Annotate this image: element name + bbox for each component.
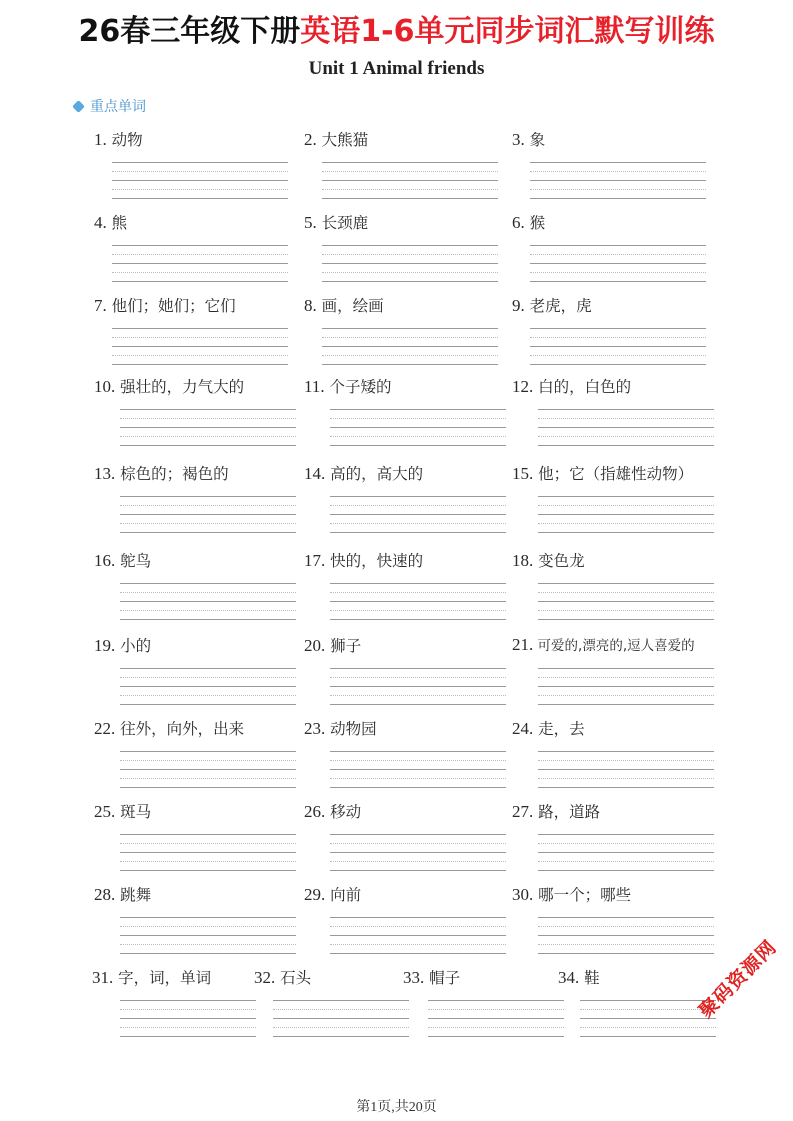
vocab-item xyxy=(304,211,368,233)
vocab-item xyxy=(304,128,368,150)
writing-lines[interactable] xyxy=(538,834,714,870)
item-number: 9. xyxy=(512,296,525,315)
item-meaning: 他们；她们；它们 xyxy=(106,297,236,315)
item-number: 8. xyxy=(304,296,317,315)
item-number: 10. xyxy=(94,377,116,396)
item-number: 5. xyxy=(304,213,317,232)
item-meaning: 鞋 xyxy=(579,969,600,987)
writing-lines[interactable] xyxy=(120,751,296,787)
item-meaning: 哪一个；哪些 xyxy=(533,886,632,904)
vocab-item xyxy=(304,883,361,905)
writing-lines[interactable] xyxy=(120,409,296,445)
item-meaning: 路，道路 xyxy=(533,803,601,821)
item-number: 12. xyxy=(512,377,534,396)
writing-lines[interactable] xyxy=(538,496,714,532)
writing-lines[interactable] xyxy=(330,668,506,704)
item-meaning: 强壮的，力气大的 xyxy=(115,378,245,396)
item-number: 3. xyxy=(512,130,525,149)
item-number: 26. xyxy=(304,802,326,821)
item-number: 22. xyxy=(94,719,116,738)
item-number: 27. xyxy=(512,802,534,821)
vocab-item xyxy=(512,128,545,150)
writing-lines[interactable] xyxy=(120,834,296,870)
vocab-item xyxy=(512,800,600,822)
writing-lines[interactable] xyxy=(120,1000,256,1036)
vocab-item xyxy=(94,462,229,484)
item-meaning: 移动 xyxy=(325,803,362,821)
item-number: 32. xyxy=(254,968,276,987)
item-meaning: 可爱的,漂亮的,逗人喜爱的 xyxy=(533,638,695,654)
item-number: 14. xyxy=(304,464,326,483)
item-number: 11. xyxy=(304,377,325,396)
writing-lines[interactable] xyxy=(530,328,706,364)
writing-lines[interactable] xyxy=(428,1000,564,1036)
writing-lines[interactable] xyxy=(120,917,296,953)
writing-lines[interactable] xyxy=(538,668,714,704)
item-meaning: 快的，快速的 xyxy=(325,552,424,570)
item-meaning: 帽子 xyxy=(424,969,461,987)
item-number: 20. xyxy=(304,636,326,655)
writing-lines[interactable] xyxy=(530,245,706,281)
item-meaning: 走，去 xyxy=(533,720,585,738)
vocab-item xyxy=(512,883,631,905)
item-number: 33. xyxy=(403,968,425,987)
writing-lines[interactable] xyxy=(322,245,498,281)
writing-lines[interactable] xyxy=(273,1000,409,1036)
vocab-item xyxy=(94,128,143,150)
section-heading xyxy=(74,96,146,116)
vocab-item xyxy=(94,717,244,739)
vocab-item xyxy=(94,211,127,233)
vocab-item xyxy=(92,966,211,988)
writing-lines[interactable] xyxy=(120,583,296,619)
item-meaning: 棕色的；褐色的 xyxy=(115,465,229,483)
banner-grade: 26春三年级下册 xyxy=(78,14,301,49)
item-meaning: 长颈鹿 xyxy=(316,214,369,232)
item-meaning: 向前 xyxy=(325,886,362,904)
writing-lines[interactable] xyxy=(530,162,706,198)
writing-lines[interactable] xyxy=(330,834,506,870)
item-number: 21. xyxy=(512,635,534,654)
vocab-item xyxy=(304,549,423,571)
item-meaning: 动物 xyxy=(106,131,143,149)
vocab-item xyxy=(304,294,384,316)
item-meaning: 猴 xyxy=(524,214,546,232)
item-meaning: 白的，白色的 xyxy=(533,378,632,396)
section-label: 重点单词 xyxy=(90,99,146,115)
item-meaning: 变色龙 xyxy=(533,552,585,570)
vocab-item xyxy=(94,294,236,316)
vocab-item xyxy=(558,966,600,988)
vocab-item xyxy=(304,375,392,397)
vocab-item xyxy=(512,462,693,484)
item-meaning: 石头 xyxy=(275,969,312,987)
writing-lines[interactable] xyxy=(120,496,296,532)
item-meaning: 高的，高大的 xyxy=(325,465,424,483)
writing-lines[interactable] xyxy=(120,668,296,704)
vocab-item xyxy=(94,883,151,905)
diamond-icon xyxy=(72,100,85,113)
vocab-item xyxy=(304,717,377,739)
watermark-stamp: 聚码资源网 xyxy=(694,936,782,1023)
item-meaning: 个子矮的 xyxy=(324,378,392,396)
writing-lines[interactable] xyxy=(322,162,498,198)
vocab-item xyxy=(304,800,361,822)
writing-lines[interactable] xyxy=(538,409,714,445)
item-meaning: 熊 xyxy=(106,214,128,232)
item-number: 2. xyxy=(304,130,317,149)
item-meaning: 字，词，单词 xyxy=(113,969,212,987)
item-meaning: 大熊猫 xyxy=(316,131,369,149)
vocab-item xyxy=(403,966,460,988)
item-meaning: 跳舞 xyxy=(115,886,152,904)
writing-lines[interactable] xyxy=(112,162,288,198)
item-number: 7. xyxy=(94,296,107,315)
item-number: 24. xyxy=(512,719,534,738)
unit-title: Unit 1 Animal friends xyxy=(308,58,485,79)
item-meaning: 往外，向外，出来 xyxy=(115,720,245,738)
page-banner xyxy=(0,6,793,50)
vocab-item xyxy=(304,462,423,484)
item-number: 23. xyxy=(304,719,326,738)
item-number: 6. xyxy=(512,213,525,232)
item-number: 18. xyxy=(512,551,534,570)
vocab-item xyxy=(94,549,151,571)
item-meaning: 鸵鸟 xyxy=(115,552,152,570)
item-number: 30. xyxy=(512,885,534,904)
vocab-item xyxy=(254,966,311,988)
item-meaning: 动物园 xyxy=(325,720,377,738)
writing-lines[interactable] xyxy=(538,917,714,953)
item-meaning: 画，绘画 xyxy=(316,297,384,315)
item-meaning: 他；它（指雄性动物） xyxy=(533,465,694,483)
vocab-item xyxy=(512,375,631,397)
item-number: 31. xyxy=(92,968,114,987)
item-number: 28. xyxy=(94,885,116,904)
item-meaning: 老虎，虎 xyxy=(524,297,592,315)
vocab-item xyxy=(512,717,585,739)
vocab-item xyxy=(512,634,695,655)
item-number: 25. xyxy=(94,802,116,821)
writing-lines[interactable] xyxy=(112,245,288,281)
item-number: 15. xyxy=(512,464,534,483)
vocab-item xyxy=(94,800,151,822)
writing-lines[interactable] xyxy=(330,409,506,445)
writing-lines[interactable] xyxy=(330,583,506,619)
item-number: 29. xyxy=(304,885,326,904)
item-meaning: 象 xyxy=(524,131,546,149)
writing-lines[interactable] xyxy=(330,496,506,532)
vocab-item xyxy=(512,211,545,233)
vocab-item xyxy=(94,634,151,656)
banner-subject: 英语1-6单元同步词汇默写训练 xyxy=(300,14,715,49)
item-number: 34. xyxy=(558,968,580,987)
item-number: 1. xyxy=(94,130,107,149)
item-number: 17. xyxy=(304,551,326,570)
item-meaning: 小的 xyxy=(115,637,152,655)
item-number: 13. xyxy=(94,464,116,483)
writing-lines[interactable] xyxy=(330,917,506,953)
item-meaning: 狮子 xyxy=(325,637,362,655)
vocab-item xyxy=(512,294,592,316)
vocab-item xyxy=(94,375,244,397)
item-number: 16. xyxy=(94,551,116,570)
vocab-item xyxy=(304,634,361,656)
writing-lines[interactable] xyxy=(538,583,714,619)
writing-lines[interactable] xyxy=(112,328,288,364)
page-footer: 第1页,共20页 xyxy=(356,1100,437,1115)
item-number: 4. xyxy=(94,213,107,232)
writing-lines[interactable] xyxy=(330,751,506,787)
writing-lines[interactable] xyxy=(322,328,498,364)
item-meaning: 斑马 xyxy=(115,803,152,821)
item-number: 19. xyxy=(94,636,116,655)
writing-lines[interactable] xyxy=(538,751,714,787)
vocab-item xyxy=(512,549,585,571)
